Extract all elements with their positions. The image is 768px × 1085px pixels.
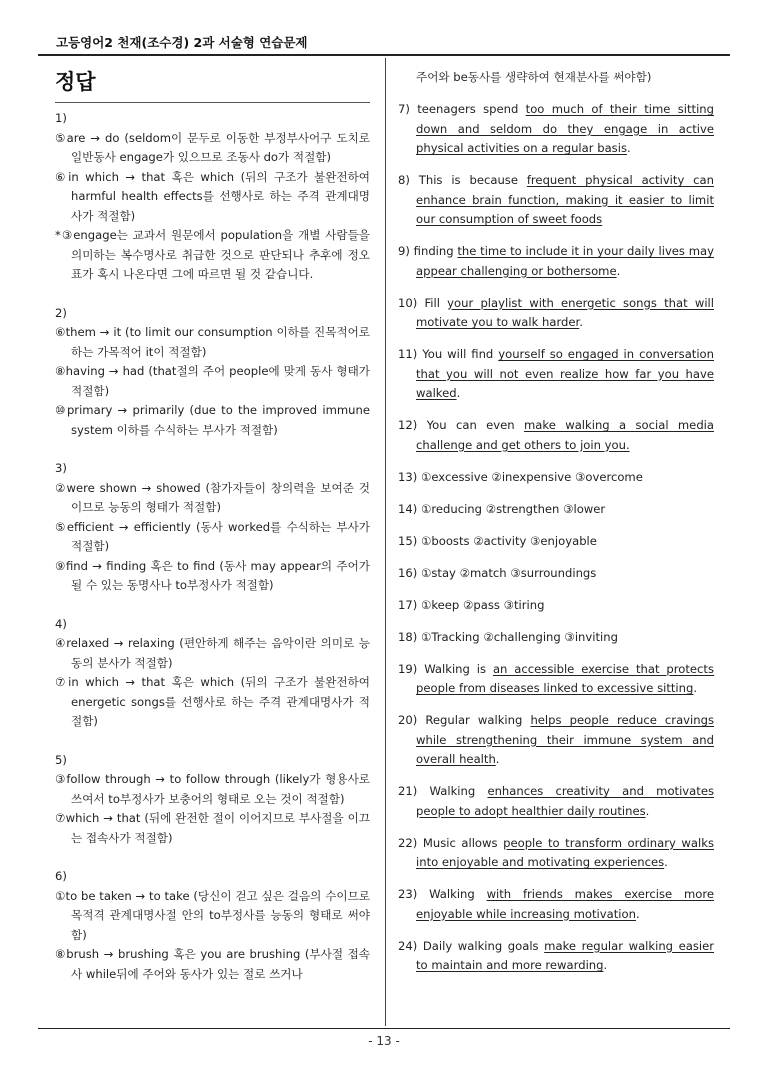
answer-item xyxy=(398,834,714,873)
answer-text: ①Tracking ②challenging ③inviting xyxy=(420,629,618,644)
answer-section xyxy=(55,615,370,732)
answer-item xyxy=(398,171,714,230)
answer-text: ①reducing ②strengthen ③lower xyxy=(420,501,606,516)
answer-text: Walking xyxy=(429,784,488,798)
answer-sections xyxy=(55,109,370,984)
correction-item: ⑩primary → primarily (due to the improved immune system 이하를 수식하는 부사가 적절함) xyxy=(55,403,370,437)
underlined-answer: with friends makes exercise more enjoyable while increasing motivation xyxy=(416,887,715,921)
underlined-answer: helps people reduce cravings while strengthening their immune system and overall health xyxy=(416,713,714,766)
answer-punctuation: . xyxy=(495,752,500,766)
correction-item: ⑤are → do (seldom이 문두로 이동한 부정부사어구 도치로 일반동사 engage가 있으므로 조동사 do가 적절함) xyxy=(55,130,370,164)
answer-text: You can even xyxy=(426,418,525,432)
answer-text: ①boosts ②activity ③enjoyable xyxy=(420,533,597,548)
answer-item xyxy=(398,532,714,552)
answer-item xyxy=(398,660,714,699)
page-header-title: 고등영어2 천재(조수경) 2과 서술형 연습문제 xyxy=(56,35,308,50)
section-number: 6) xyxy=(55,869,67,883)
answer-text: Walking xyxy=(429,887,487,901)
correction-item: ⑨find → finding 혹은 to find (동사 may appear의 주어가 될 수 있는 동명사나 to부정사가 적절함) xyxy=(55,558,370,592)
answer-punctuation: . xyxy=(603,958,608,972)
underlined-answer: make walking a social media challenge and get others to join you. xyxy=(416,418,715,452)
section-number: 4) xyxy=(55,616,67,631)
answers-heading: 정답 xyxy=(55,68,370,103)
answer-item xyxy=(398,596,714,616)
underlined-answer: enhances creativity and motivates people to adopt healthier daily routines xyxy=(416,784,714,818)
correction-item: ⑧brush → brushing 혹은 you are brushing (부사절 접속사 while뒤에 주어와 동사가 있는 절로 쓰거나 xyxy=(55,947,370,981)
underlined-answer: too much of their time sitting down and seldom do they engage in active physical activities on a regular basis xyxy=(416,102,715,155)
answer-punctuation: . xyxy=(456,386,461,400)
answer-number: 17) xyxy=(398,597,418,612)
answer-number: 12) xyxy=(398,418,418,432)
answer-text: ①keep ②pass ③tiring xyxy=(420,597,545,612)
section-number: 1) xyxy=(55,111,67,125)
answer-text: ①stay ②match ③surroundings xyxy=(420,565,597,580)
answer-section xyxy=(55,459,370,596)
answer-item xyxy=(398,294,714,333)
answer-number: 24) xyxy=(398,938,418,953)
correction-item: ①to be taken → to take (당신이 걷고 싶은 걸음의 수이므로 목적격 관계대명사절 안의 to부정사를 능동의 형태로 써야함) xyxy=(55,888,370,942)
answer-text: Walking is xyxy=(424,661,493,676)
answer-text: finding xyxy=(413,244,458,258)
answer-item xyxy=(398,937,714,976)
answer-number: 21) xyxy=(398,784,418,798)
page-number: - 13 - xyxy=(368,1034,400,1048)
section-number: 5) xyxy=(55,752,67,767)
answer-item xyxy=(398,468,714,488)
correction-item: ⑦in which → that 혹은 which (뒤의 구조가 불완전하여 energetic songs를 선행사로 하는 주격 관계대명사가 적절함) xyxy=(55,675,370,728)
section-number: 3) xyxy=(55,461,67,475)
answer-text: ①excessive ②inexpensive ③overcome xyxy=(420,469,643,484)
answer-number: 14) xyxy=(398,501,418,516)
answer-text: Daily walking goals xyxy=(422,938,545,953)
answer-item xyxy=(398,242,714,281)
answer-item xyxy=(398,885,714,924)
answer-number: 8) xyxy=(398,173,410,187)
answer-number: 11) xyxy=(398,347,418,361)
underlined-answer: people to transform ordinary walks into enjoyable and motivating experiences xyxy=(416,835,714,869)
correction-item: ⑤efficient → efficiently (동사 worked를 수식하는 부사가 적절함) xyxy=(55,519,370,553)
answer-item xyxy=(398,628,714,648)
answer-text: This is because xyxy=(418,173,527,187)
underlined-answer: frequent physical activity can enhance brain function, making it easier to limit our consumption of sweet foods xyxy=(416,173,715,226)
answer-number: 15) xyxy=(398,533,418,548)
answer-item xyxy=(398,500,714,520)
header-rule xyxy=(38,54,730,56)
answer-number: 13) xyxy=(398,469,418,484)
correction-item: ⑥in which → that 혹은 which (뒤의 구조가 불완전하여 harmful health effects를 선행사로 하는 주격 관계대명사가 적절함) xyxy=(55,169,370,223)
answer-punctuation: . xyxy=(579,315,583,329)
answer-section xyxy=(55,751,370,849)
answer-item xyxy=(398,564,714,584)
answer-number: 23) xyxy=(398,887,418,901)
answer-number: 19) xyxy=(398,661,418,676)
answer-number: 18) xyxy=(398,629,418,644)
answer-item xyxy=(398,782,714,821)
underlined-answer: an accessible exercise that protects people from diseases linked to excessive sitting xyxy=(416,661,714,695)
correction-item: ④relaxed → relaxing (편안하게 해주는 음악이란 의미로 능동의 분사가 적절함) xyxy=(55,636,370,670)
answer-punctuation: . xyxy=(635,906,640,921)
underlined-answer: make regular walking easier to maintain and more rewarding xyxy=(416,938,714,972)
correction-item: ②were shown → showed (참가자들이 창의력을 보여준 것이므로 능동의 형태가 적절함) xyxy=(55,480,370,514)
answer-text: You will find xyxy=(422,347,499,361)
answer-punctuation: . xyxy=(616,263,621,278)
answer-punctuation: . xyxy=(645,803,650,818)
footer-rule xyxy=(38,1028,730,1029)
answer-punctuation: . xyxy=(626,141,631,155)
answer-section xyxy=(55,109,370,285)
answer-section xyxy=(55,304,370,441)
answer-item xyxy=(398,100,714,159)
answer-list xyxy=(398,100,714,976)
continued-explanation: 주어와 be동사를 생략하여 현재분사를 써야함) xyxy=(416,70,652,84)
correction-item: ③follow through → to follow through (likely가 형용사로 쓰여서 to부정사가 보충어의 형태로 오는 것이 적절함) xyxy=(55,772,370,806)
answer-punctuation: . xyxy=(664,855,668,869)
answer-item xyxy=(398,345,714,404)
correction-item: ⑥them → it (to limit our consumption 이하를 진목적어로 하는 가목적어 it이 적절함) xyxy=(55,325,370,359)
answer-text: Fill xyxy=(424,295,448,310)
answer-number: 16) xyxy=(398,565,418,580)
answer-section xyxy=(55,867,370,984)
left-column xyxy=(55,68,370,984)
answer-number: 9) xyxy=(398,244,410,258)
answer-number: 7) xyxy=(398,102,410,116)
answer-text: Regular walking xyxy=(425,713,531,727)
right-column xyxy=(398,68,714,988)
answer-number: 22) xyxy=(398,835,418,850)
answer-number: 20) xyxy=(398,713,418,727)
underlined-answer: your playlist with energetic songs that will motivate you to walk harder xyxy=(416,295,714,329)
section-number: 2) xyxy=(55,305,67,320)
underlined-answer: yourself so engaged in conversation that you will not even realize how far you have walked xyxy=(416,347,715,400)
answer-item xyxy=(398,416,714,455)
answer-text: teenagers spend xyxy=(417,102,526,116)
answer-punctuation: . xyxy=(693,681,698,695)
underlined-answer: the time to include it in your daily lives may appear challenging or bothersome xyxy=(416,244,714,278)
answer-number: 10) xyxy=(398,295,418,310)
correction-item: *③engage는 교과서 원문에서 population을 개별 사람들을 의미하는 복수명사로 취급한 것으로 판단되나 추후에 정오표가 혹시 나온다면 그에 따르면 될 것 같습니다. xyxy=(55,228,370,281)
correction-item: ⑦which → that (뒤에 완전한 절이 이어지므로 부사절을 이끄는 접속사가 적절함) xyxy=(55,811,370,845)
correction-item: ⑧having → had (that절의 주어 people에 맞게 동사 형태가 적절함) xyxy=(55,364,370,398)
column-divider xyxy=(385,58,386,1026)
answer-text: Music allows xyxy=(422,835,504,850)
answer-item xyxy=(398,711,714,770)
